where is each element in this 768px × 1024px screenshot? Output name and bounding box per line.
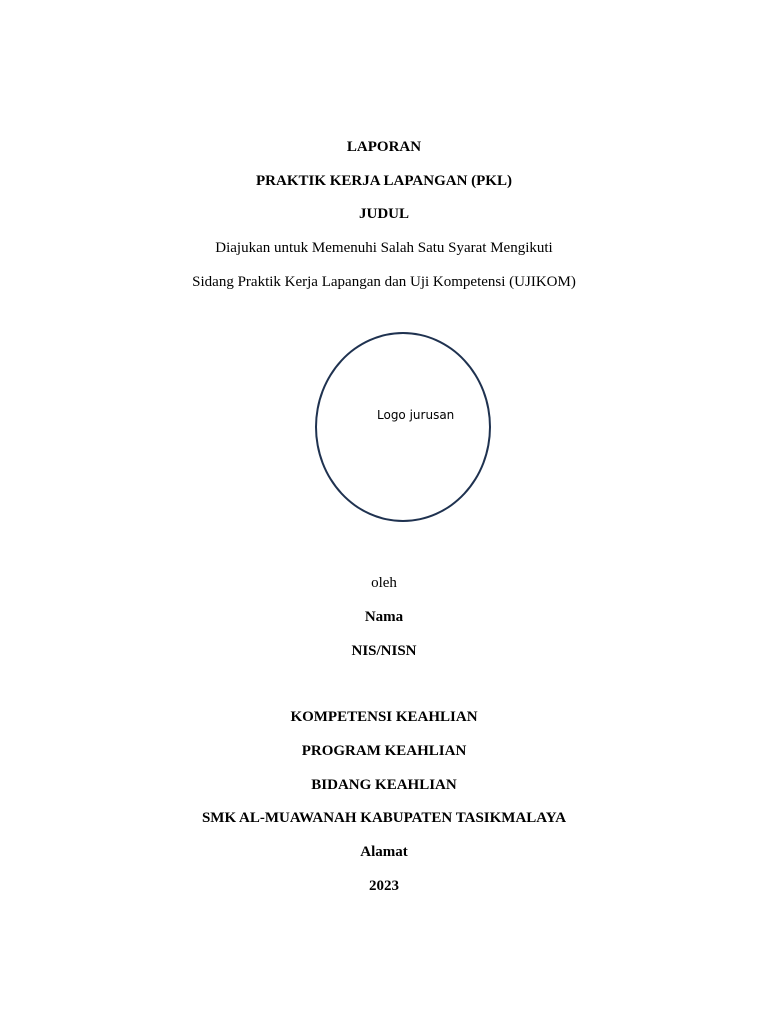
report-title: LAPORAN <box>346 139 422 155</box>
competency-label: KOMPETENSI KEAHLIAN <box>290 709 478 725</box>
purpose-line-1: Diajukan untuk Memenuhi Salah Satu Syarat Mengikuti <box>215 240 553 256</box>
student-nis: NIS/NISN <box>351 643 417 659</box>
program-label: PROGRAM KEAHLIAN <box>301 743 467 759</box>
student-name: Nama <box>364 609 404 625</box>
by-label: oleh <box>371 575 397 591</box>
logo-placeholder-circle <box>315 332 491 522</box>
school-address: Alamat <box>360 844 408 860</box>
report-year: 2023 <box>369 878 399 894</box>
school-name: SMK AL-MUAWANAH KABUPATEN TASIKMALAYA <box>201 810 567 826</box>
report-subtitle: PRAKTIK KERJA LAPANGAN (PKL) <box>256 173 512 189</box>
purpose-line-2: Sidang Praktik Kerja Lapangan dan Uji Kompetensi (UJIKOM) <box>192 274 576 290</box>
report-judul: JUDUL <box>358 206 409 222</box>
logo-placeholder-label: Logo jurusan <box>377 408 455 422</box>
field-label: BIDANG KEAHLIAN <box>311 777 457 793</box>
